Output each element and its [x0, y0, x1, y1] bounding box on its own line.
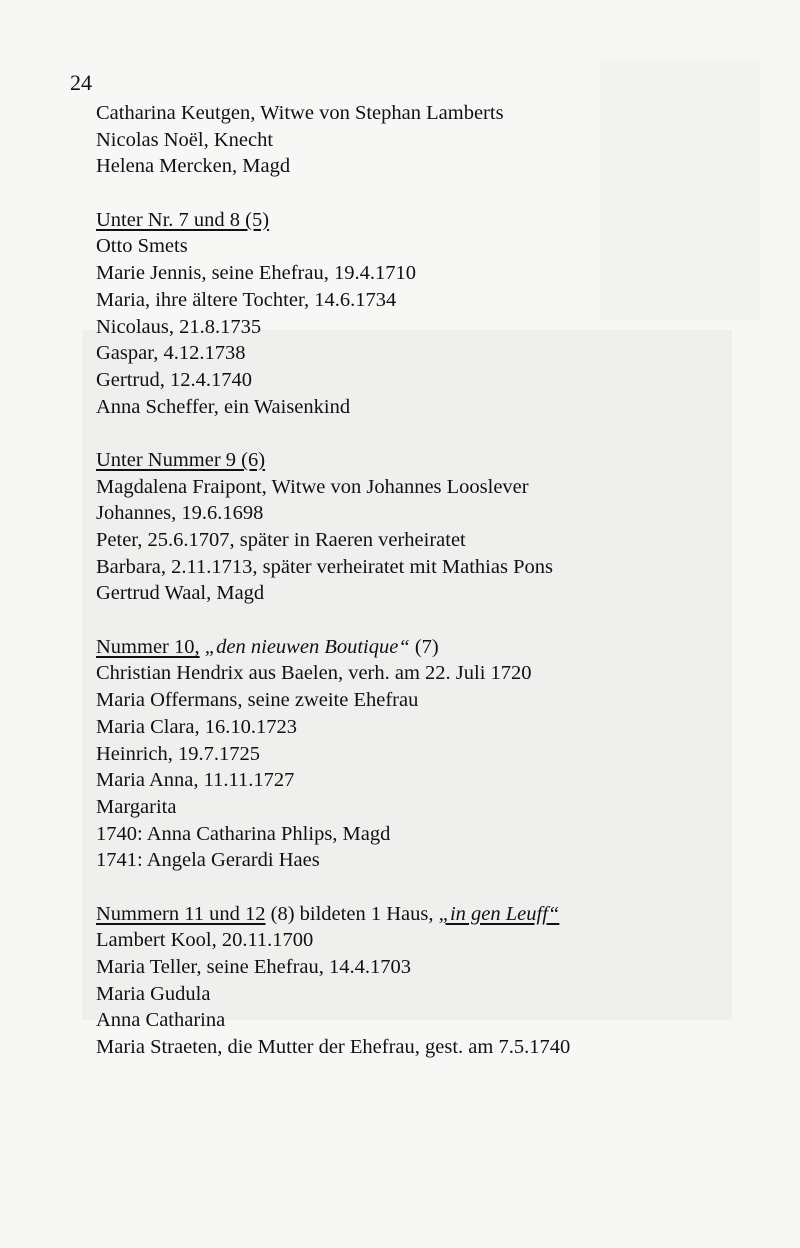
resident-line: Otto Smets: [96, 235, 188, 258]
resident-line: Peter, 25.6.1707, später in Raeren verheiratet: [96, 529, 466, 551]
resident-line: Anna Scheffer, ein Waisenkind: [96, 395, 351, 418]
resident-line: Gaspar, 4.12.1738: [96, 342, 246, 365]
household-entry: [96, 100, 736, 180]
house-heading: [96, 634, 736, 661]
resident-line: Catharina Keutgen, Witwe von Stephan Lamberts: [96, 102, 504, 124]
household-entry: [96, 634, 736, 874]
house-heading-underlined: Unter Nr. 7 und 8 (5): [96, 208, 270, 231]
resident-line: Maria Gudula: [96, 982, 211, 1005]
resident-line: Barbara, 2.11.1713, später verheiratet mit Mathias Pons: [96, 555, 553, 578]
resident-line: Gertrud Waal, Magd: [96, 582, 265, 605]
resident-line: Helena Mercken, Magd: [96, 155, 291, 178]
house-heading-rest: (8) bildeten 1 Haus,: [265, 902, 439, 925]
resident-line: Maria Anna, 11.11.1727: [96, 769, 295, 792]
resident-line: Nicolas Noël, Knecht: [96, 128, 274, 151]
resident-line: Margarita: [96, 795, 177, 818]
resident-line: Maria Offermans, seine zweite Ehefrau: [96, 689, 419, 712]
resident-line: Marie Jennis, seine Ehefrau, 19.4.1710: [96, 262, 416, 285]
house-name: „in gen Leuff“: [438, 902, 560, 925]
house-heading: [96, 207, 736, 234]
resident-line: Magdalena Fraipont, Witwe von Johannes Looslever: [96, 475, 529, 498]
household-entry: [96, 901, 736, 1061]
household-entry: [96, 447, 736, 607]
resident-line: Heinrich, 19.7.1725: [96, 742, 260, 765]
resident-line: Maria Clara, 16.10.1723: [96, 715, 297, 738]
resident-line: Gertrud, 12.4.1740: [96, 368, 253, 391]
page-number: 24: [70, 70, 92, 95]
resident-line: 1741: Angela Gerardi Haes: [96, 849, 320, 872]
resident-line: Maria Straeten, die Mutter der Ehefrau, gest. am 7.5.1740: [96, 1036, 571, 1059]
house-heading: [96, 447, 736, 474]
resident-line: Maria, ihre ältere Tochter, 14.6.1734: [96, 288, 397, 311]
house-name: „den nieuwen Boutique“: [199, 635, 410, 658]
resident-line: Lambert Kool, 20.11.1700: [96, 929, 314, 952]
household-entry: [96, 207, 736, 421]
resident-line: Christian Hendrix aus Baelen, verh. am 22. Juli 1720: [96, 662, 532, 685]
house-heading-underlined: Nummern 11 und 12: [96, 902, 266, 925]
resident-line: Johannes, 19.6.1698: [96, 502, 264, 525]
resident-line: Nicolaus, 21.8.1735: [96, 315, 262, 338]
register-content: [96, 100, 736, 1061]
house-heading-underlined: Nummer 10,: [96, 635, 200, 658]
house-heading-underlined: Unter Nummer 9 (6): [96, 448, 266, 471]
resident-line: Maria Teller, seine Ehefrau, 14.4.1703: [96, 956, 412, 978]
house-heading: [96, 901, 736, 928]
house-heading-rest: (7): [409, 635, 439, 658]
resident-line: 1740: Anna Catharina Phlips, Magd: [96, 822, 391, 845]
resident-line: Anna Catharina: [96, 1009, 226, 1032]
